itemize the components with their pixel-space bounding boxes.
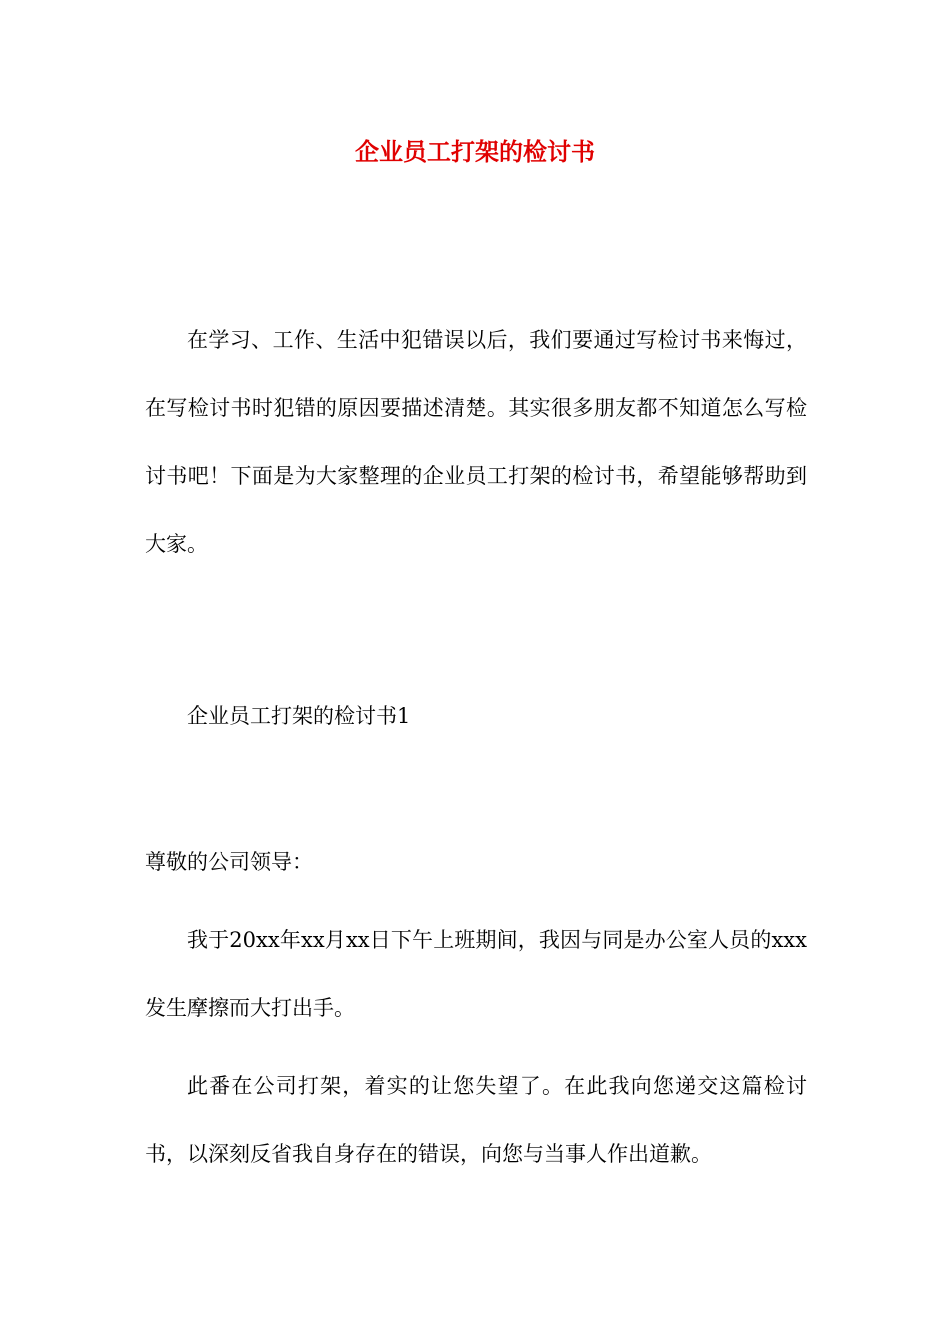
body-paragraph-1: 我于20xx年xx月xx日下午上班期间，我因与同是办公室人员的xxx发生摩擦而大打出手。 [145,928,807,1020]
section-heading: 企业员工打架的检讨书1 [187,704,411,728]
document-title: 企业员工打架的检讨书 [355,137,595,166]
body-paragraph-2: 此番在公司打架，着实的让您失望了。在此我向您递交这篇检讨书，以深刻反省我自身存在的错误，向您与当事人作出道歉。 [145,1074,807,1166]
salutation: 尊敬的公司领导： [145,850,313,874]
intro-paragraph: 在学习、工作、生活中犯错误以后，我们要通过写检讨书来悔过，在写检讨书时犯错的原因要描述清楚。其实很多朋友都不知道怎么写检讨书吧！下面是为大家整理的企业员工打架的检讨书，希望能够帮助到大家。 [145,328,807,556]
